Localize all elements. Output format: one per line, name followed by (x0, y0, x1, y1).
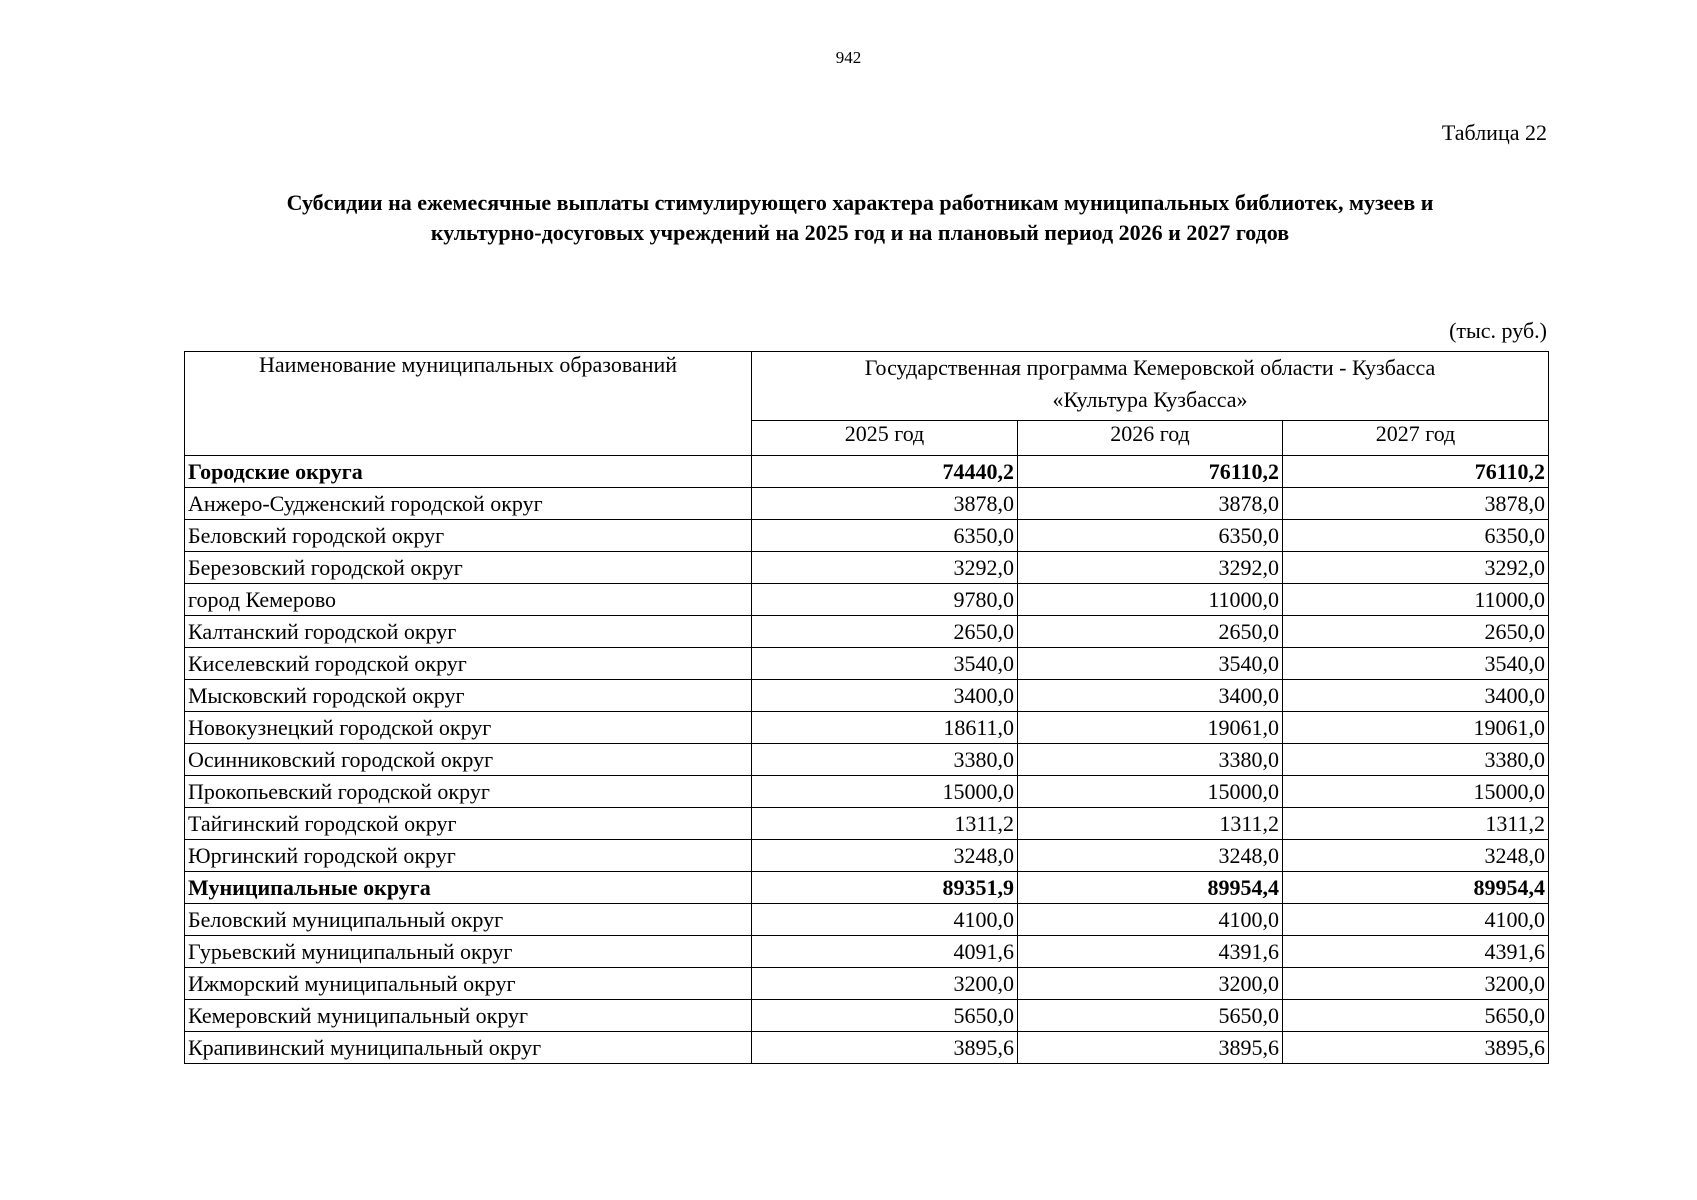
value-2025-cell: 18611,0 (752, 712, 1018, 744)
row-name-cell: Гурьевский муниципальный округ (185, 936, 752, 968)
column-header-2025: 2025 год (752, 421, 1018, 456)
row-name-cell: Кемеровский муниципальный округ (185, 1000, 752, 1032)
table-row (185, 552, 1549, 584)
value-2026-cell: 3878,0 (1018, 488, 1283, 520)
value-2025-cell: 2650,0 (752, 616, 1018, 648)
table-row (185, 936, 1549, 968)
value-2026-cell: 2650,0 (1018, 616, 1283, 648)
value-2025-cell: 3200,0 (752, 968, 1018, 1000)
program-title-line-1: Государственная программа Кемеровской области - Кузбасса (864, 355, 1436, 380)
table-row (185, 648, 1549, 680)
table-row (185, 968, 1549, 1000)
table-row (185, 1032, 1549, 1064)
value-2026-cell: 3895,6 (1018, 1032, 1283, 1064)
row-name-cell: Березовский городской округ (185, 552, 752, 584)
table-row (185, 712, 1549, 744)
table-row (185, 616, 1549, 648)
value-2025-cell: 4091,6 (752, 936, 1018, 968)
row-name-cell: Тайгинский городской округ (185, 808, 752, 840)
row-name-cell: город Кемерово (185, 584, 752, 616)
value-2025-cell: 3248,0 (752, 840, 1018, 872)
value-2025-cell: 5650,0 (752, 1000, 1018, 1032)
title-line-1: Субсидии на ежемесячные выплаты стимулирующего характера работникам муниципальных библиотек, музеев и (286, 190, 1434, 215)
table-row (185, 584, 1549, 616)
value-2025-cell: 74440,2 (752, 456, 1018, 488)
value-2027-cell: 3292,0 (1283, 552, 1549, 584)
group-row (185, 872, 1549, 904)
row-name-cell: Беловский городской округ (185, 520, 752, 552)
value-2026-cell: 76110,2 (1018, 456, 1283, 488)
table-row (185, 744, 1549, 776)
value-2026-cell: 6350,0 (1018, 520, 1283, 552)
value-2025-cell: 6350,0 (752, 520, 1018, 552)
value-2027-cell: 4100,0 (1283, 904, 1549, 936)
value-2027-cell: 76110,2 (1283, 456, 1549, 488)
value-2027-cell: 19061,0 (1283, 712, 1549, 744)
value-2025-cell: 3878,0 (752, 488, 1018, 520)
table-row (185, 840, 1549, 872)
row-name-cell: Киселевский городской округ (185, 648, 752, 680)
value-2026-cell: 1311,2 (1018, 808, 1283, 840)
value-2027-cell: 11000,0 (1283, 584, 1549, 616)
value-2026-cell: 4100,0 (1018, 904, 1283, 936)
value-2025-cell: 9780,0 (752, 584, 1018, 616)
table-row (185, 680, 1549, 712)
value-2025-cell: 3895,6 (752, 1032, 1018, 1064)
value-2025-cell: 89351,9 (752, 872, 1018, 904)
table-row (185, 808, 1549, 840)
row-name-cell: Мысковский городской округ (185, 680, 752, 712)
value-2027-cell: 3895,6 (1283, 1032, 1549, 1064)
value-2026-cell: 3200,0 (1018, 968, 1283, 1000)
row-name-cell: Муниципальные округа (185, 872, 752, 904)
row-name-cell: Городские округа (185, 456, 752, 488)
value-2027-cell: 3878,0 (1283, 488, 1549, 520)
value-2026-cell: 3292,0 (1018, 552, 1283, 584)
value-2025-cell: 3292,0 (752, 552, 1018, 584)
value-2026-cell: 4391,6 (1018, 936, 1283, 968)
row-name-cell: Новокузнецкий городской округ (185, 712, 752, 744)
value-2027-cell: 1311,2 (1283, 808, 1549, 840)
value-2025-cell: 1311,2 (752, 808, 1018, 840)
page-number: 942 (835, 48, 862, 67)
value-2026-cell: 89954,4 (1018, 872, 1283, 904)
units-label: (тыс. руб.) (1449, 318, 1547, 343)
row-name-cell: Крапивинский муниципальный округ (185, 1032, 752, 1064)
table-header (185, 352, 1549, 456)
table-body (185, 456, 1549, 1064)
value-2026-cell: 3248,0 (1018, 840, 1283, 872)
value-2026-cell: 3380,0 (1018, 744, 1283, 776)
table-row (185, 904, 1549, 936)
row-name-cell: Прокопьевский городской округ (185, 776, 752, 808)
row-name-cell: Юргинский городской округ (185, 840, 752, 872)
value-2027-cell: 3380,0 (1283, 744, 1549, 776)
table-row (185, 1000, 1549, 1032)
row-name-cell: Ижморский муниципальный округ (185, 968, 752, 1000)
row-name-cell: Беловский муниципальный округ (185, 904, 752, 936)
title-line-2: культурно-досуговых учреждений на 2025 год и на плановый период 2026 и 2027 годов (430, 220, 1290, 245)
column-header-2026: 2026 год (1018, 421, 1283, 456)
table-row (185, 488, 1549, 520)
row-name-cell: Осинниковский городской округ (185, 744, 752, 776)
document-title (160, 188, 1560, 248)
value-2027-cell: 4391,6 (1283, 936, 1549, 968)
column-header-program (752, 352, 1549, 421)
subsidies-table (184, 351, 1549, 1064)
value-2026-cell: 15000,0 (1018, 776, 1283, 808)
value-2025-cell: 3380,0 (752, 744, 1018, 776)
value-2026-cell: 19061,0 (1018, 712, 1283, 744)
table-label: Таблица 22 (1441, 120, 1547, 145)
value-2026-cell: 11000,0 (1018, 584, 1283, 616)
value-2027-cell: 89954,4 (1283, 872, 1549, 904)
row-name-cell: Анжеро-Судженский городской округ (185, 488, 752, 520)
value-2025-cell: 3400,0 (752, 680, 1018, 712)
value-2027-cell: 3200,0 (1283, 968, 1549, 1000)
value-2025-cell: 3540,0 (752, 648, 1018, 680)
column-header-name: Наименование муниципальных образований (185, 352, 752, 456)
row-name-cell: Калтанский городской округ (185, 616, 752, 648)
value-2026-cell: 5650,0 (1018, 1000, 1283, 1032)
value-2027-cell: 3540,0 (1283, 648, 1549, 680)
group-row (185, 456, 1549, 488)
column-header-2027: 2027 год (1283, 421, 1549, 456)
value-2027-cell: 2650,0 (1283, 616, 1549, 648)
value-2027-cell: 15000,0 (1283, 776, 1549, 808)
value-2026-cell: 3540,0 (1018, 648, 1283, 680)
table-row (185, 520, 1549, 552)
program-title-line-2: «Культура Кузбасса» (1052, 387, 1248, 412)
value-2027-cell: 3248,0 (1283, 840, 1549, 872)
value-2025-cell: 15000,0 (752, 776, 1018, 808)
value-2027-cell: 3400,0 (1283, 680, 1549, 712)
table-row (185, 776, 1549, 808)
value-2025-cell: 4100,0 (752, 904, 1018, 936)
value-2026-cell: 3400,0 (1018, 680, 1283, 712)
value-2027-cell: 6350,0 (1283, 520, 1549, 552)
value-2027-cell: 5650,0 (1283, 1000, 1549, 1032)
